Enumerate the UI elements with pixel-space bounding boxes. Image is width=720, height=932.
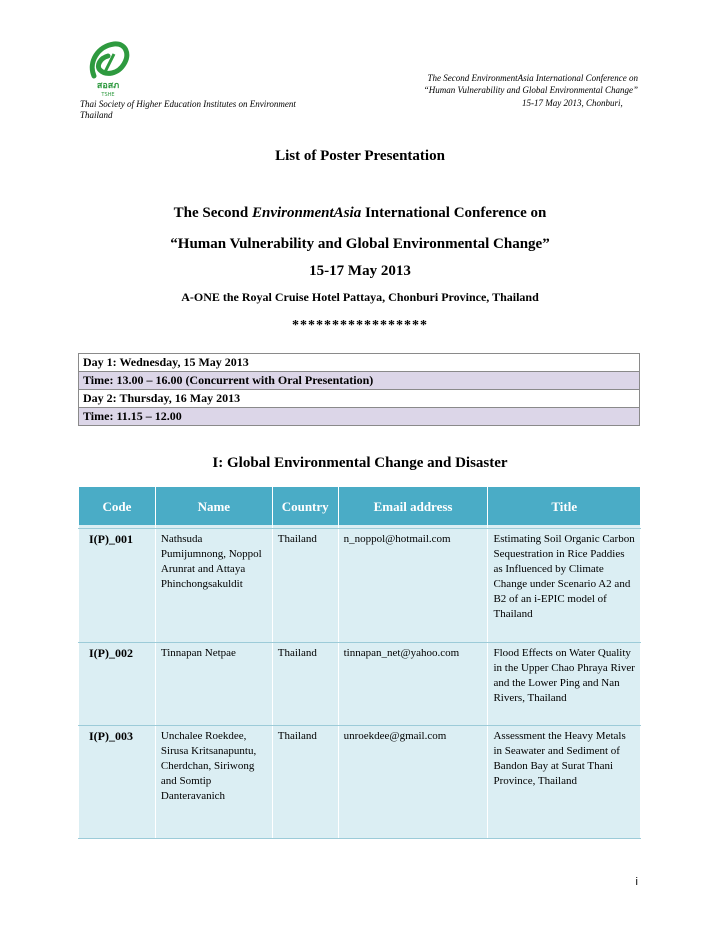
conference-header-line1: The Second EnvironmentAsia International Conference on [427, 73, 638, 83]
cell-code: I(P)_002 [79, 643, 156, 726]
svg-text:สอสภ: สอสภ [96, 81, 120, 91]
conference-title-prefix: The Second [173, 205, 252, 221]
society-country: Thailand [80, 110, 113, 120]
conference-title-name: EnvironmentAsia [252, 205, 362, 221]
schedule-row [79, 354, 640, 372]
document-title: List of Poster Presentation [275, 148, 445, 164]
svg-text:TSHE: TSHE [101, 92, 115, 98]
conference-venue: A-ONE the Royal Cruise Hotel Pattaya, Chonburi Province, Thailand [181, 290, 539, 304]
cell-code: I(P)_003 [79, 726, 156, 839]
table-row [79, 726, 641, 839]
cell-title: Assessment the Heavy Metals in Seawater and Sediment of Bandon Bay at Surat Thani Province, Thailand [488, 726, 641, 839]
schedule-row [79, 390, 640, 408]
cell-name: Unchalee Roekdee, Sirusa Kritsanapuntu, Cherdchan, Siriwong and Somtip Danteravanich [155, 726, 272, 839]
cell-name: Tinnapan Netpae [155, 643, 272, 726]
conference-header-line2: “Human Vulnerability and Global Environmental Change” [423, 85, 638, 95]
page-number: i [635, 876, 638, 888]
col-header-email: Email address [338, 487, 488, 525]
section-title: I: Global Environmental Change and Disaster [212, 455, 508, 471]
society-name: Thai Society of Higher Education Institutes on Environment [80, 99, 296, 109]
col-header-title: Title [488, 487, 641, 525]
col-header-code: Code [79, 487, 156, 525]
schedule-row [79, 408, 640, 426]
schedule-table [78, 353, 640, 426]
table-row [79, 643, 641, 726]
cell-country: Thailand [272, 529, 338, 643]
conference-header [308, 72, 638, 96]
cell-email: n_noppol@hotmail.com [338, 529, 488, 643]
schedule-day2: Day 2: Thursday, 16 May 2013 [79, 390, 640, 408]
conference-title-suffix: International Conference on [361, 205, 547, 221]
conference-theme: “Human Vulnerability and Global Environmental Change” [170, 236, 550, 252]
col-header-name: Name [155, 487, 272, 525]
poster-table [78, 487, 641, 839]
schedule-time1: Time: 13.00 – 16.00 (Concurrent with Oral Presentation) [79, 372, 640, 390]
separator-stars: ***************** [292, 318, 428, 333]
cell-name: Nathsuda Pumijumnong, Noppol Arunrat and Attaya Phinchongsakuldit [155, 529, 272, 643]
schedule-time2: Time: 11.15 – 12.00 [79, 408, 640, 426]
cell-email: tinnapan_net@yahoo.com [338, 643, 488, 726]
cell-title: Estimating Soil Organic Carbon Sequestration in Rice Paddies as Influenced by Climate Change under Scenario A2 and B2 of an i-EPIC model of Thailand [488, 529, 641, 643]
table-row [79, 529, 641, 643]
conference-title [0, 205, 720, 222]
cell-country: Thailand [272, 726, 338, 839]
cell-email: unroekdee@gmail.com [338, 726, 488, 839]
cell-country: Thailand [272, 643, 338, 726]
table-header-row [79, 487, 641, 525]
schedule-row [79, 372, 640, 390]
cell-code: I(P)_001 [79, 529, 156, 643]
conference-dates: 15-17 May 2013 [309, 263, 411, 279]
schedule-day1: Day 1: Wednesday, 15 May 2013 [79, 354, 640, 372]
conference-header-date: 15-17 May 2013, Chonburi, [522, 98, 623, 108]
col-header-country: Country [272, 487, 338, 525]
cell-title: Flood Effects on Water Quality in the Upper Chao Phraya River and the Lower Ping and Nan Rivers, Thailand [488, 643, 641, 726]
tshe-logo [84, 40, 134, 98]
